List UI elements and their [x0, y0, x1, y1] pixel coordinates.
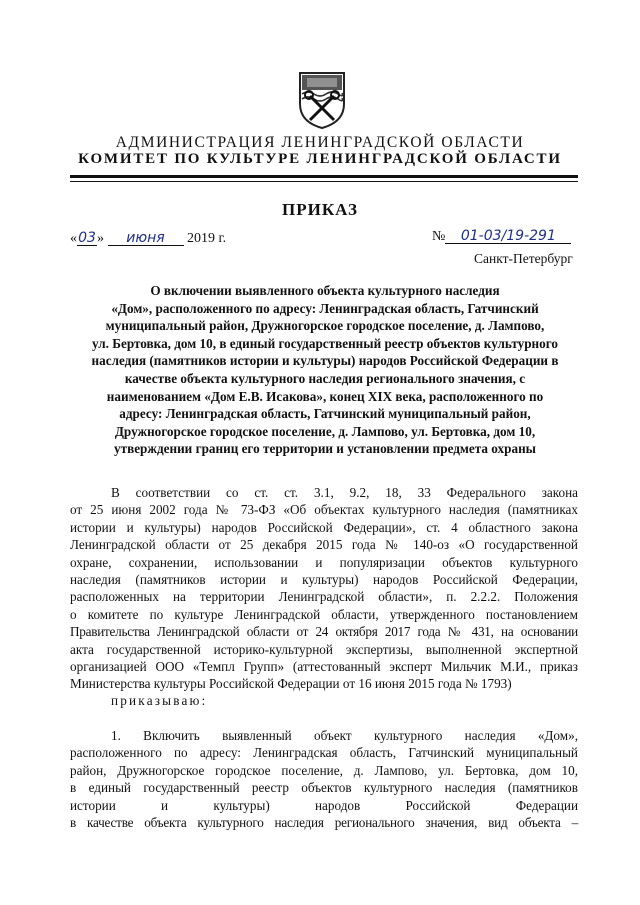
paragraph-line: в качестве объекта культурного наследия регионального значения, вид объекта – [70, 815, 578, 831]
document-subject [76, 282, 574, 458]
paragraph-line: истории и культуры) народов Российской Федерации [70, 797, 578, 813]
paragraph-line: в единый государственный реестр объектов культурного наследия (памятников [70, 780, 578, 796]
subject-line: муниципальный район, Дружногорское городское поселение, д. Лампово, [105, 318, 545, 334]
number-value: 01-03/19-291 [445, 229, 571, 244]
paragraph-line: наследия (памятников истории и культуры) народов Российской Федерации, [70, 572, 578, 588]
subject-line: адресу: Ленинградская область, Гатчинский муниципальный район, [119, 406, 531, 422]
paragraph-line: Ленинградской области от 25 декабря 2015 года № 140-оз «О государственной [70, 537, 578, 553]
subject-line: наследия (памятников истории и культуры) народов Российской Федерации в [91, 353, 559, 369]
paragraph-line: акта государственной историко-культурной экспертизы, выполненной экспертной [70, 641, 578, 657]
subject-line: ул. Бертовка, дом 10, в единый государственный реестр объектов культурного [91, 335, 559, 351]
committee-name: КОМИТЕТ ПО КУЛЬТУРЕ ЛЕНИНГРАДСКОЙ ОБЛАСТИ [78, 151, 562, 167]
paragraph-line: Министерства культуры Российской Федерации от 16 июня 2015 года № 1793) [70, 676, 512, 692]
paragraph-line: район, Дружногорское городское поселение, д. Лампово, ул. Бертовка, дом 10, [70, 762, 578, 778]
date-day: 03 [78, 230, 96, 246]
paragraph-line: В соответствии со ст. ст. 3.1, 9.2, 18, 33 Федерального закона [111, 485, 578, 500]
paragraph-line: Правительства Ленинградской области от 24 октября 2017 года № 431, на основании [70, 624, 578, 640]
paragraph-line: расположенных на территории Ленинградской области», п. 2.2.2. Положения [70, 589, 578, 605]
subject-line: О включении выявленного объекта культурного наследия [150, 283, 500, 298]
number-prefix: № [432, 229, 446, 244]
coat-of-arms-emblem [296, 70, 348, 130]
subject-line: утверждении границ его территории и установлении предмета охраны [114, 441, 536, 457]
document-type-title: ПРИКАЗ [282, 200, 358, 219]
date-close-quote: » [97, 231, 104, 246]
paragraph-line: 1. Включить выявленный объект культурного наследия «Дом», [111, 728, 578, 743]
document-city: Санкт-Петербург [474, 251, 573, 266]
header-divider-thin [70, 181, 578, 182]
header-divider-thick [70, 175, 578, 178]
document-date [70, 231, 226, 247]
paragraph-line: охране, сохранении, использовании и популяризации объектов культурного [70, 554, 578, 570]
subject-line: Дружногорское городское поселение, д. Лампово, ул. Бертовка, дом 10, [114, 423, 536, 439]
date-year: 2019 г. [187, 231, 227, 246]
orders-word: приказываю: [111, 693, 208, 708]
administration-name: АДМИНИСТРАЦИЯ ЛЕНИНГРАДСКОЙ ОБЛАСТИ [115, 134, 525, 151]
paragraph-line: организацией ООО «Темпл Групп» (аттестованный эксперт Мильчик М.И., приказ [70, 659, 578, 675]
paragraph-line: расположенного по адресу: Ленинградская область, Гатчинский муниципальный [70, 745, 578, 761]
document-number [432, 229, 571, 245]
paragraph-line: о комитете по культуре Ленинградской области, утвержденного постановлением [70, 606, 578, 622]
preamble-paragraph [70, 484, 578, 693]
paragraph-line: истории и культуры) народов Российской Федерации», ст. 4 областного закона [70, 519, 578, 535]
subject-line: «Дом», расположенного по адресу: Ленинградская область, Гатчинский [111, 300, 539, 316]
date-month: июня [108, 231, 184, 246]
date-open-quote: « [70, 231, 77, 246]
order-item-1 [70, 727, 578, 831]
subject-line: качестве объекта культурного наследия регионального значения, с [124, 370, 526, 386]
paragraph-line: от 25 июня 2002 года № 73-ФЗ «Об объектах культурного наследия (памятниках [70, 502, 578, 518]
subject-line: наименованием «Дом Е.В. Исакова», конец XIX века, расположенного по [106, 388, 544, 404]
